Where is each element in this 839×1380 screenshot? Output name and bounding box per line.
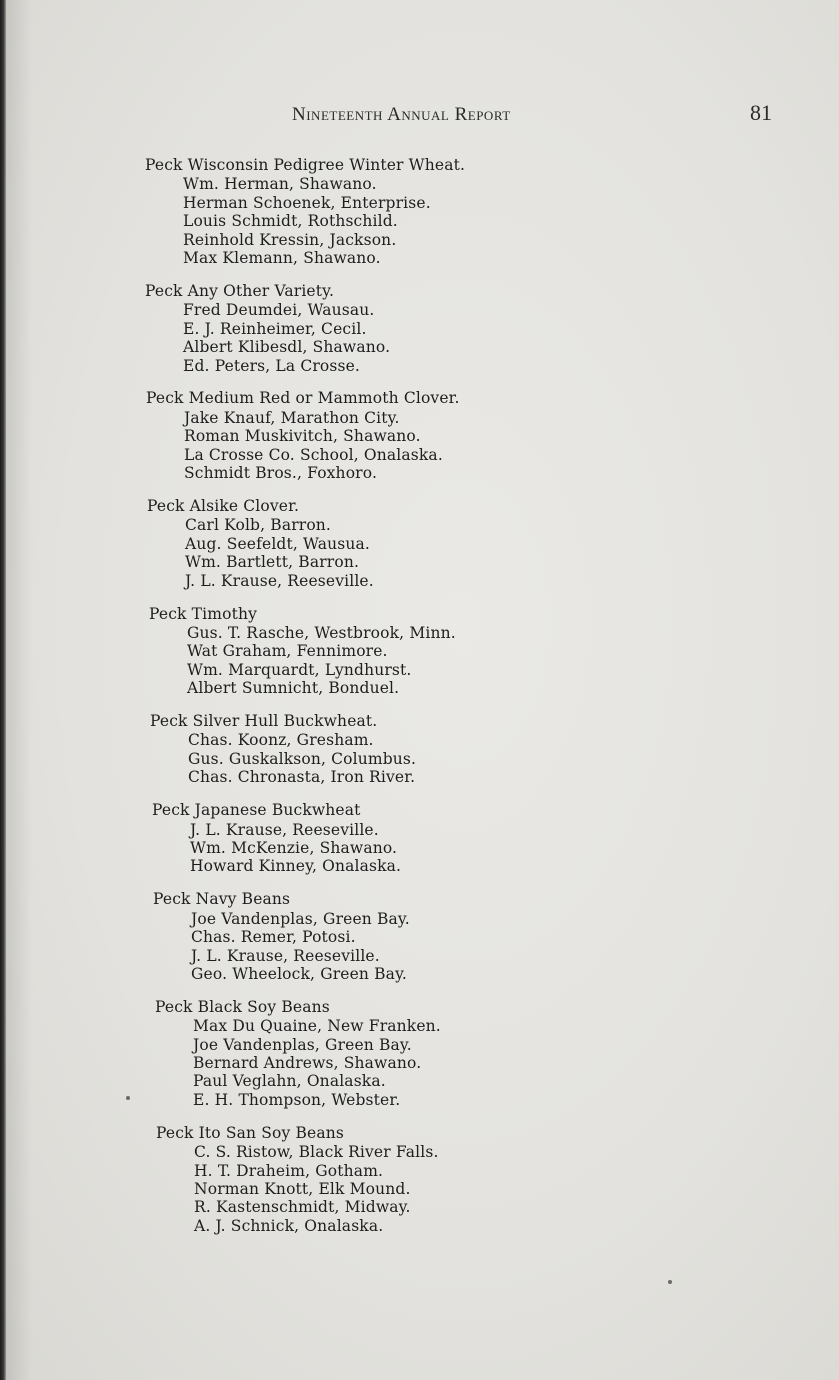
section-title: Peck Medium Red or Mammoth Clover. — [146, 389, 460, 408]
list-item: Joe Vandenplas, Green Bay. — [193, 1035, 412, 1054]
section-any-other-variety — [145, 282, 765, 375]
list-item: Jake Knauf, Marathon City. — [184, 408, 400, 427]
list-item: Wm. Bartlett, Barron. — [185, 553, 360, 572]
list-item: Wm. Herman, Shawano. — [183, 175, 377, 194]
list-item: Howard Kinney, Onalaska. — [190, 857, 402, 876]
list-item: Bernard Andrews, Shawano. — [193, 1054, 422, 1073]
list-item: Paul Veglahn, Onalaska. — [193, 1072, 386, 1091]
list-item: Joe Vandenplas, Green Bay. — [191, 909, 410, 928]
list-item: Albert Klibesdl, Shawano. — [183, 338, 391, 357]
list-item: J. L. Krause, Reeseville. — [185, 571, 374, 590]
section-timothy — [149, 605, 765, 698]
section-japanese-buckwheat — [152, 801, 765, 876]
list-item: Chas. Koonz, Gresham. — [188, 731, 374, 750]
list-item: R. Kastenschmidt, Midway. — [194, 1198, 411, 1217]
section-title: Peck Silver Hull Buckwheat. — [150, 712, 378, 731]
list-item: Carl Kolb, Barron. — [185, 516, 332, 535]
section-title: Peck Navy Beans — [153, 890, 291, 909]
list-item: C. S. Ristow, Black River Falls. — [194, 1143, 439, 1162]
list-item: Gus. T. Rasche, Westbrook, Minn. — [187, 623, 456, 642]
list-item: Wat Graham, Fennimore. — [187, 642, 388, 661]
list-item: E. J. Reinheimer, Cecil. — [183, 319, 367, 338]
running-head: Nineteenth Annual Report — [292, 104, 511, 125]
paper-speck — [126, 1096, 130, 1100]
section-title: Peck Timothy — [149, 604, 257, 623]
list-item: Chas. Remer, Potosi. — [191, 928, 356, 947]
section-alsike-clover — [147, 497, 765, 590]
list-item: Aug. Seefeldt, Wausua. — [185, 534, 371, 553]
list-item: Wm. Marquardt, Lyndhurst. — [187, 660, 412, 679]
list-item: Max Du Quaine, New Franken. — [193, 1017, 441, 1036]
spine-shadow — [6, 0, 32, 1380]
paper-speck — [668, 1280, 672, 1284]
list-item: J. L. Krause, Reeseville. — [191, 946, 380, 965]
list-item: Norman Knott, Elk Mound. — [194, 1180, 411, 1198]
list-item: La Crosse Co. School, Onalaska. — [184, 445, 443, 464]
section-title: Peck Ito San Soy Beans — [156, 1123, 344, 1142]
section-winter-wheat — [145, 156, 765, 267]
section-navy-beans — [153, 890, 765, 983]
section-title: Peck Alsike Clover. — [147, 497, 300, 515]
section-black-soy-beans — [155, 998, 765, 1109]
page-number: 81 — [750, 100, 772, 125]
list-item: Gus. Guskalkson, Columbus. — [188, 749, 417, 768]
list-item: Fred Deumdei, Wausau. — [183, 301, 375, 320]
list-item: H. T. Draheim, Gotham. — [194, 1161, 384, 1180]
list-item: Ed. Peters, La Crosse. — [183, 356, 360, 375]
list-item: Geo. Wheelock, Green Bay. — [191, 964, 407, 983]
list-item: Herman Schoenek, Enterprise. — [183, 193, 431, 212]
section-title: Peck Wisconsin Pedigree Winter Wheat. — [145, 156, 466, 174]
list-item: Roman Muskivitch, Shawano. — [184, 427, 421, 446]
section-silver-hull-buckwheat — [150, 712, 765, 787]
section-title: Peck Japanese Buckwheat — [152, 801, 361, 820]
section-title: Peck Black Soy Beans — [155, 997, 330, 1016]
list-item: Louis Schmidt, Rothschild. — [183, 212, 398, 231]
list-item: A. J. Schnick, Onalaska. — [194, 1216, 384, 1235]
list-item: E. H. Thompson, Webster. — [193, 1090, 401, 1109]
list-item: Max Klemann, Shawano. — [183, 249, 381, 268]
list-item: Wm. McKenzie, Shawano. — [190, 839, 398, 857]
list-item: Reinhold Kressin, Jackson. — [183, 230, 397, 249]
list-item: J. L. Krause, Reeseville. — [190, 820, 379, 839]
section-title: Peck Any Other Variety. — [145, 281, 335, 300]
list-item: Albert Sumnicht, Bonduel. — [187, 679, 400, 698]
award-list — [145, 156, 765, 1250]
list-item: Schmidt Bros., Foxhoro. — [184, 464, 378, 483]
list-item: Chas. Chronasta, Iron River. — [188, 768, 416, 787]
section-ito-san-soy-beans — [156, 1124, 765, 1235]
page-header — [292, 100, 772, 132]
section-medium-red-clover — [146, 389, 765, 482]
